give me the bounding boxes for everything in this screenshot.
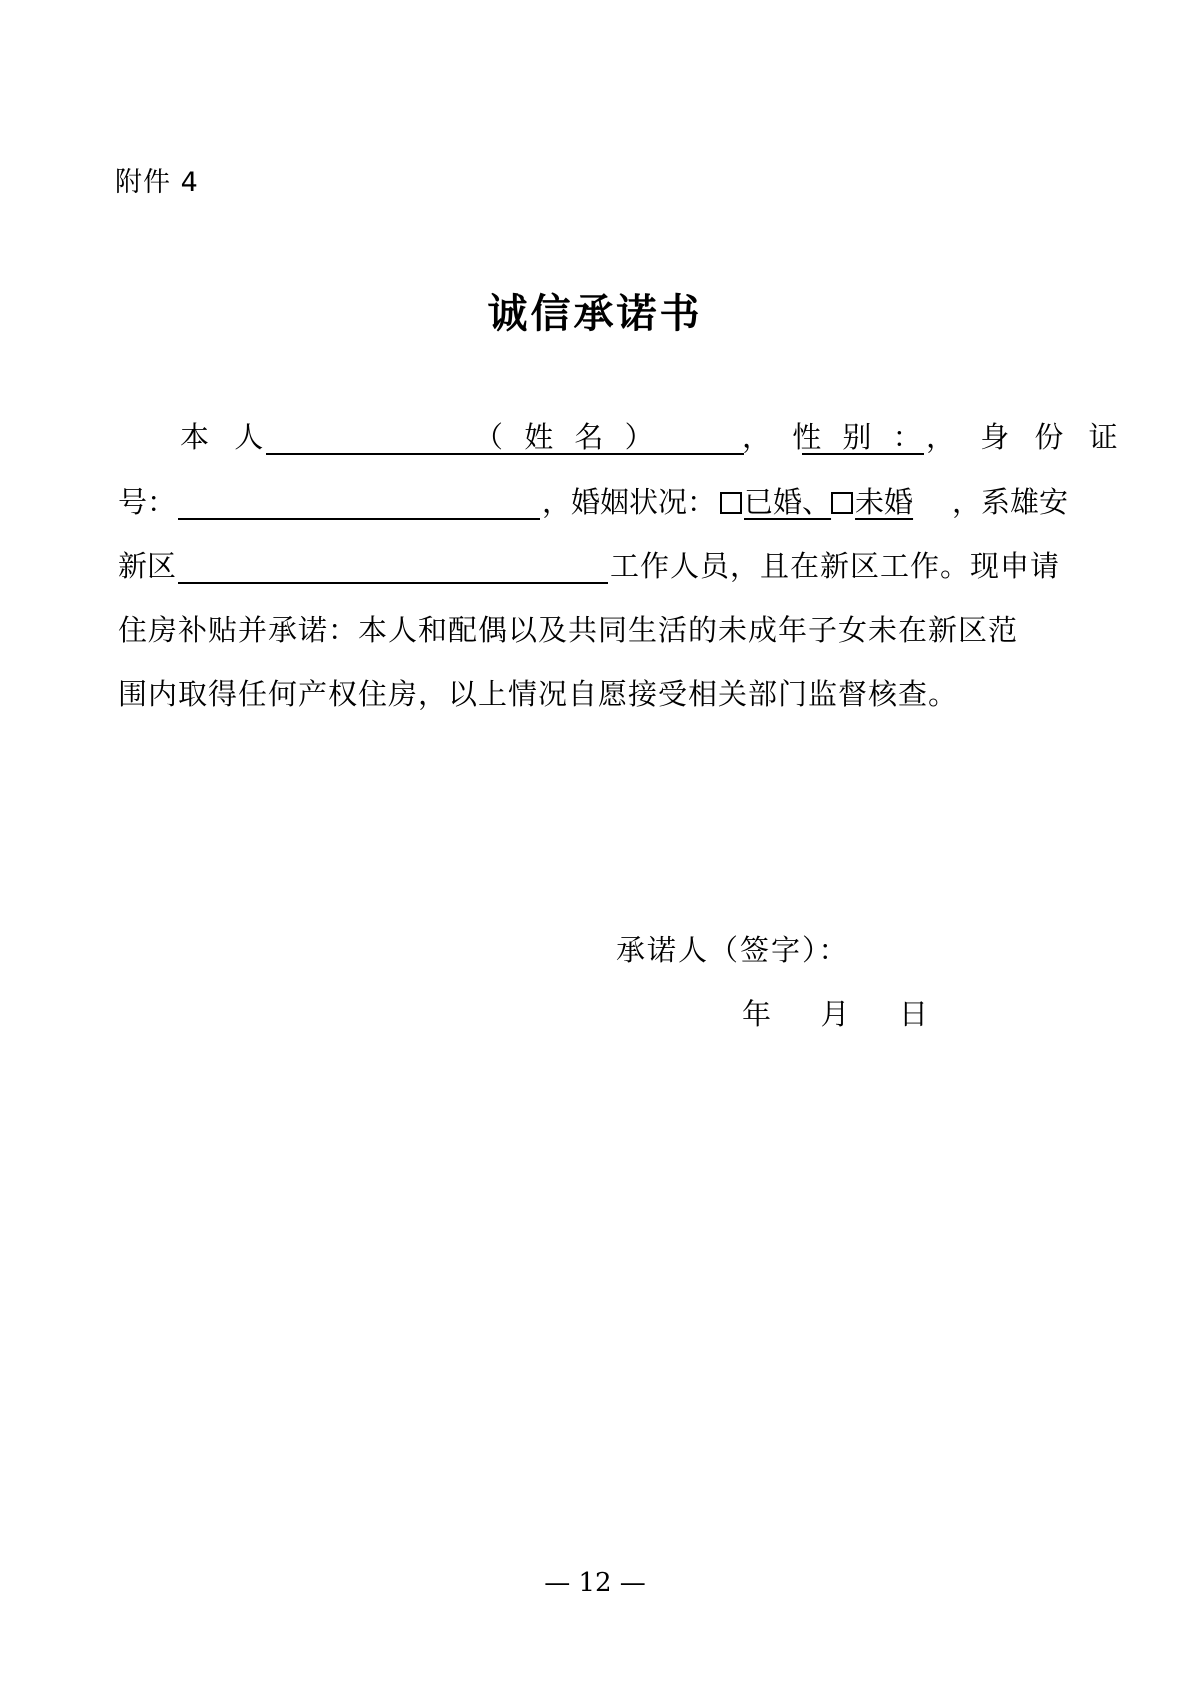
date-line xyxy=(742,992,928,1033)
month-label: 月 xyxy=(820,997,850,1031)
id-number-blank[interactable] xyxy=(178,518,540,520)
paragraph-line-3 xyxy=(118,542,1082,590)
paragraph-line-2 xyxy=(118,478,1082,526)
married-option: 已婚 xyxy=(744,485,803,519)
self-label: 本 人 xyxy=(180,420,272,454)
marital-status-label: ，婚姻状况： xyxy=(542,485,717,519)
paragraph-line-5 xyxy=(118,670,1082,718)
signature-label: 承诺人（签字）： xyxy=(616,933,850,967)
document-title: 诚信承诺书 xyxy=(487,290,703,337)
id-number-label: 号： xyxy=(118,485,177,519)
id-label: ， 身 份 证 xyxy=(926,420,1126,454)
paragraph-line-4 xyxy=(118,606,1082,654)
gender-blank[interactable] xyxy=(802,453,924,455)
page-number: — 12 — xyxy=(544,1568,646,1598)
attachment-label: 附件 4 xyxy=(115,167,199,198)
new-area-label: 新区 xyxy=(118,549,177,583)
staff-statement: 工作人员，且在新区工作。现申请 xyxy=(610,549,1061,583)
married-checkbox[interactable] xyxy=(720,492,742,514)
paragraph-line-1 xyxy=(118,413,1126,461)
option-separator: 、 xyxy=(802,485,832,519)
commitment-text-2: 围内取得任何产权住房，以上情况自愿接受相关部门监督核查。 xyxy=(118,677,959,711)
year-label: 年 xyxy=(742,997,772,1031)
gender-label: ， 性 别 ： xyxy=(742,420,928,454)
day-label: 日 xyxy=(898,997,928,1031)
unmarried-option: 未婚 xyxy=(855,485,914,519)
unmarried-checkbox[interactable] xyxy=(831,492,853,514)
xiongan-prefix: ，系雄安 xyxy=(952,485,1069,519)
commitment-text-1: 住房补贴并承诺：本人和配偶以及共同生活的未成年子女未在新区范 xyxy=(118,613,1019,647)
marital-options xyxy=(720,478,913,526)
name-hint: （ 姓 名 ） xyxy=(474,420,660,454)
work-unit-blank[interactable] xyxy=(178,582,608,584)
